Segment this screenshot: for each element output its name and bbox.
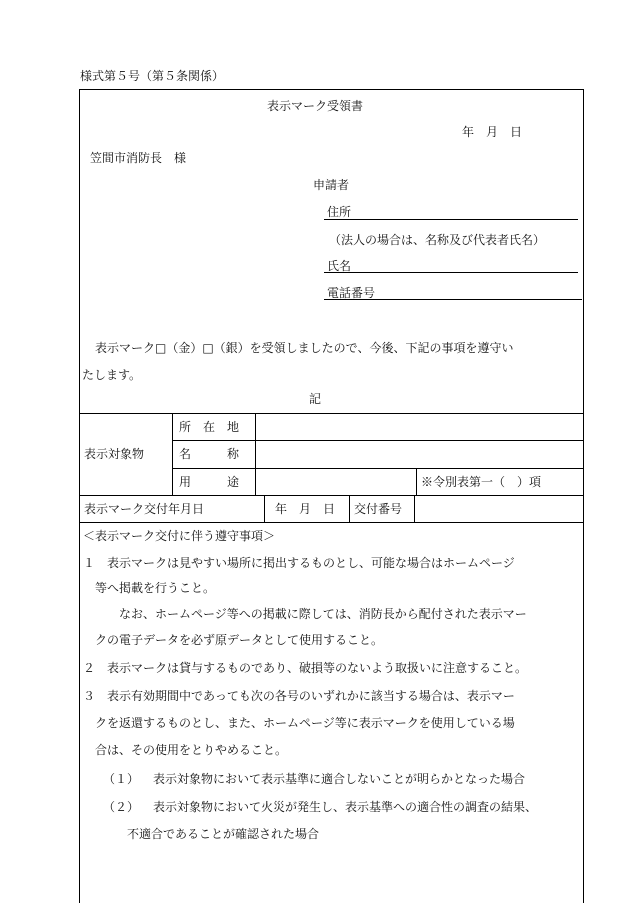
applicant-heading: 申請者 <box>313 178 350 192</box>
date-line: 年 月 日 <box>462 125 523 139</box>
rule1-line3: なお、ホームページ等への掲載に際しては、消防長から配付された表示マー <box>119 607 527 621</box>
target-label: 表示対象物 <box>84 447 145 461</box>
address-label: 住所 <box>327 205 352 219</box>
body-text-line1: 表示マーク□（金）□（銀）を受領しましたので、今後、下記の事項を遵守い <box>95 341 514 355</box>
table-col-line-b <box>255 413 256 495</box>
table-col-line-e <box>349 495 350 522</box>
rules-heading: ＜表示マーク交付に伴う遵守事項＞ <box>83 529 276 543</box>
ki-mark: 記 <box>308 392 321 406</box>
frame-top-border <box>79 89 584 90</box>
row-use-label: 用 途 <box>179 475 240 489</box>
table-top-line <box>79 413 584 414</box>
body-text-line2: たします。 <box>82 368 142 382</box>
row-location-label: 所 在 地 <box>179 420 240 434</box>
rule1-line1: １ 表示マークは見やすい場所に掲出するものとし、可能な場合はホームページ <box>83 556 515 570</box>
subrule1-number: （１） <box>103 772 140 786</box>
table-row-line-3 <box>79 495 584 496</box>
address-note: （法人の場合は、名称及び代表者氏名） <box>329 233 546 247</box>
table-col-line-f <box>414 495 415 522</box>
table-col-line-c <box>416 468 417 495</box>
rule1-line4: クの電子データを必ず原データとして使用すること。 <box>95 633 384 647</box>
subrule2-number: （２） <box>103 800 140 814</box>
table-col-line-a <box>172 413 173 495</box>
use-category-note: ※令別表第一（ ）項 <box>421 475 542 489</box>
form-number: 様式第５号（第５条関係） <box>80 69 225 83</box>
rule3-line1: ３ 表示有効期間中であっても次の各号のいずれかに該当する場合は、表示マー <box>83 689 515 703</box>
table-row-line-2 <box>172 468 584 469</box>
phone-underline <box>324 299 582 300</box>
subrule1-text: 表示対象物において表示基準に適合しないことが明らかとなった場合 <box>153 772 526 786</box>
issue-date-label: 表示マーク交付年月日 <box>84 502 205 516</box>
issue-number-label: 交付番号 <box>354 502 403 516</box>
table-bottom-line <box>79 522 584 523</box>
phone-label: 電話番号 <box>327 286 376 300</box>
recipient: 笠間市消防長 様 <box>90 151 187 165</box>
name-label: 氏名 <box>327 259 352 273</box>
rule2-line1: ２ 表示マークは貸与するものであり、破損等のないよう取扱いに注意すること。 <box>83 661 528 675</box>
table-col-line-d <box>264 495 265 522</box>
address-underline <box>324 219 578 220</box>
rule1-line2: 等へ掲載を行うこと。 <box>95 581 216 595</box>
subrule2-line2: 不適合であることが確認された場合 <box>127 827 320 841</box>
table-row-line-1 <box>172 440 584 441</box>
name-underline <box>324 272 578 273</box>
rule3-line3: 合は、その使用をとりやめること。 <box>95 743 288 757</box>
frame-right-border <box>583 89 584 903</box>
subrule2-text: 表示対象物において火災が発生し、表示基準への適合性の調査の結果、 <box>153 800 538 814</box>
frame-left-border <box>79 89 80 903</box>
document-title: 表示マーク受領書 <box>266 99 363 113</box>
rule3-line2: クを返還するものとし、また、ホームページ等に表示マークを使用している場 <box>95 716 515 730</box>
issue-date-value: 年 月 日 <box>275 502 336 516</box>
row-name-label: 名 称 <box>179 447 240 461</box>
